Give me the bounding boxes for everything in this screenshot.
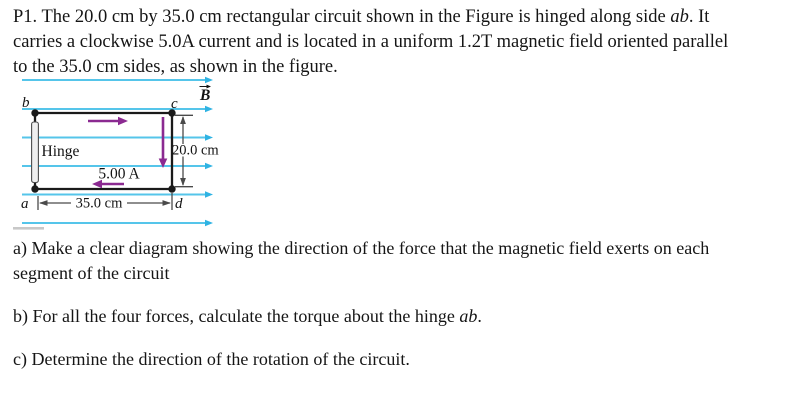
current-arrowhead-right-icon (118, 117, 128, 125)
field-arrowhead-icon (205, 220, 213, 226)
question-a-line-1: a) Make a clear diagram showing the direction of the force that the magnetic field exerts on each (13, 238, 710, 258)
question-a (13, 236, 709, 285)
watermark-smudge (13, 227, 44, 230)
b-field-label (199, 85, 211, 104)
height-dimension (172, 115, 219, 186)
field-arrowhead-icon (205, 134, 213, 140)
side-ab-italic: ab (670, 7, 689, 27)
height-dimension-label: 20.0 cm (172, 142, 219, 159)
width-dimension-label: 35.0 cm (75, 195, 123, 212)
corner-label-b: b (22, 95, 30, 111)
width-dimension (38, 193, 172, 212)
corner-dot-d (168, 185, 175, 192)
dim-arrowhead-up-icon (180, 116, 186, 124)
dim-arrowhead-down-icon (180, 178, 186, 186)
current-value-label: 5.00 A (98, 165, 140, 183)
circuit-figure (0, 70, 230, 235)
corner-dot-a (31, 185, 38, 192)
statement-line1-post: . It (688, 7, 710, 27)
hinge-label: Hinge (41, 143, 80, 160)
dim-arrowhead-left-icon (39, 200, 48, 206)
hinge-ab-italic: ab (459, 306, 478, 326)
question-b-post: . (477, 306, 482, 326)
field-arrowhead-icon (205, 77, 213, 83)
question-b (13, 304, 482, 329)
field-arrowhead-icon (205, 163, 213, 169)
question-b-pre: b) For all the four forces, calculate the torque about the hinge (13, 306, 460, 326)
question-a-line-2: segment of the circuit (13, 262, 170, 283)
field-arrowhead-icon (205, 106, 213, 112)
statement-line-1 (13, 5, 728, 30)
statement-line-3: to the 35.0 cm sides, as shown in the figure. (13, 57, 338, 77)
corner-label-d: d (175, 196, 183, 212)
field-arrowhead-icon (205, 191, 213, 197)
statement-line-2: carries a clockwise 5.0A current and is located in a uniform 1.2T magnetic field oriented parallel (13, 32, 729, 52)
question-c (13, 347, 410, 372)
problem-statement (13, 5, 728, 80)
statement-line1-pre: P1. The 20.0 cm by 35.0 cm rectangular circuit shown in the Figure is hinged along side (13, 7, 671, 27)
question-b-line (13, 304, 482, 329)
dim-arrowhead-right-icon (163, 200, 172, 206)
b-field-symbol: B (200, 87, 211, 104)
corner-label-c: c (171, 96, 178, 112)
corner-dot-b (31, 109, 38, 116)
hinge-rod (32, 122, 39, 183)
corner-label-a: a (21, 196, 29, 212)
question-c-line: c) Determine the direction of the rotation of the circuit. (13, 349, 410, 369)
